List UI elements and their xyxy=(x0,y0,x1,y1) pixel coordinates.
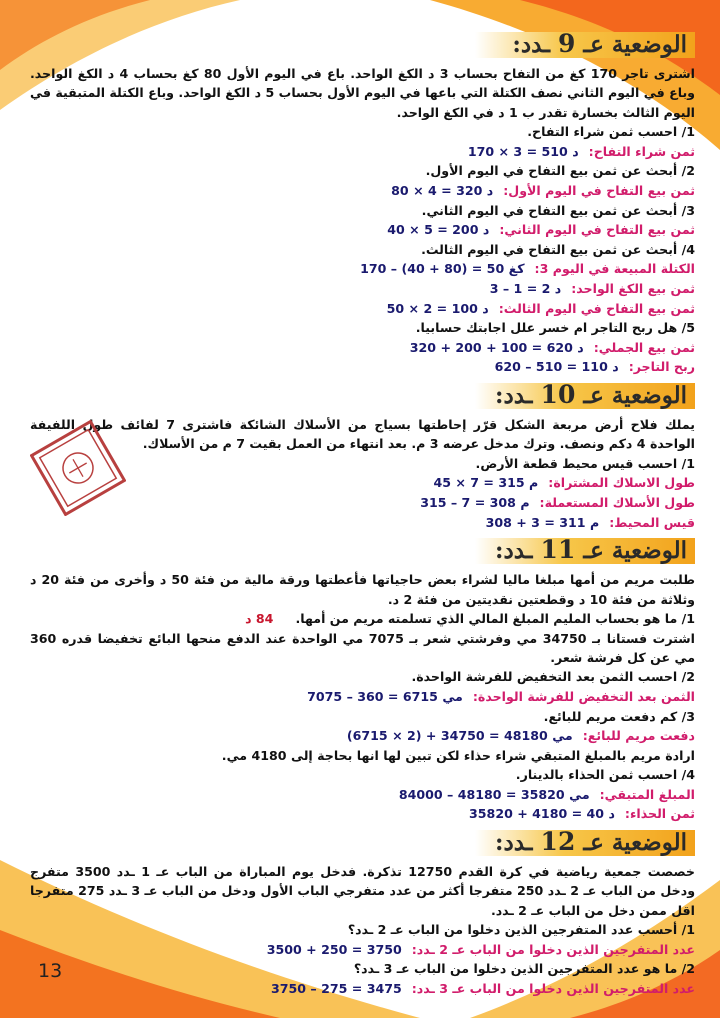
page-content xyxy=(30,26,695,999)
question: 4/ احسب ثمن الحذاء بالدينار. xyxy=(515,767,695,783)
answer-equation: 3750 – 275 = 3475 xyxy=(270,980,402,996)
section-header xyxy=(30,29,695,61)
section-title-suffix: ـدد: xyxy=(495,537,533,565)
answer-label: ثمن بيع التفاح في اليوم الثاني: xyxy=(499,222,695,238)
section-title-word: الوضعية عـ xyxy=(583,828,687,856)
answer-label: ثمن شراء التفاح: xyxy=(588,143,695,159)
question: 1/ أحسب عدد المتفرجين الذين دخلوا من الباب عـ 2 ـدد؟ xyxy=(347,922,695,938)
question: 2/ أبحث عن ثمن بيع التفاح في اليوم الأول. xyxy=(425,163,695,179)
section-title-word: الوضعية عـ xyxy=(583,381,687,409)
answer-label: ربح التاجر: xyxy=(628,359,695,375)
answer-line xyxy=(30,493,695,513)
question: 3/ كم دفعت مريم للبائع. xyxy=(543,708,695,724)
question: 2/ احسب الثمن بعد التخفيض للفرشة الواحدة. xyxy=(411,669,695,685)
problem-statement: طلبت مريم من أمها مبلغا ماليا لشراء بعض حاجياتها فأعطتها ورقة مالية من فئة 50 د وأخرى من فئة 20 د وثلاثة من فئة 10 د وقطعتين نقديتين من فئة 2 د. xyxy=(30,572,695,607)
answer-equation: 50 × 2 = 100 د xyxy=(386,300,489,316)
question: 4/ أبحث عن ثمن بيع التفاح في اليوم الثالث. xyxy=(421,241,695,257)
answer-equation: 620 – 510 = 110 د xyxy=(494,359,619,375)
answer-label: ثمن بيع الكغ الواحد: xyxy=(571,280,695,296)
answer-line xyxy=(30,259,695,279)
answer-equation: 3500 + 250 = 3750 xyxy=(266,941,402,957)
answer-label: عدد المتفرجين الذين دخلوا من الباب عـ 2 ـدد: xyxy=(411,941,695,957)
answer-label: قيس المحيط: xyxy=(609,514,695,530)
answer-line xyxy=(30,940,695,960)
answer-line xyxy=(30,338,695,358)
answer-line xyxy=(30,804,695,824)
section-title-suffix: ـدد: xyxy=(512,31,550,58)
problem-statement: اشترت فستانا بـ 34750 مي وفرشتي شعر بـ 7075 مي الواحدة عند الدفع منحها البائع تخفيضا قدره 360 مي عن كل فرشة شعر. xyxy=(30,630,695,665)
problem-statement: يملك فلاح أرض مربعة الشكل قرّر إحاطتها بسياج من الأسلاك الشائكة فاشترى 7 لفائف طول اللفيفة الواحدة 4 دكم ونصف. وترك مدخل عرضه 3 م. بعد انتهاء من العمل بقيت 7 م من الأسلاك. xyxy=(30,416,695,452)
answer-equation: 45 × 7 = 315 م xyxy=(433,475,539,491)
answer-equation: 40 × 5 = 200 د xyxy=(387,222,490,238)
answer-label: طول الاسلاك المشتراة: xyxy=(548,475,695,491)
section-title-word: الوضعية عـ xyxy=(583,31,687,58)
answer-line xyxy=(30,279,695,299)
answer-equation: 170 – (40 + 80) = 50 كغ xyxy=(360,261,525,277)
problem-statement: اشترى تاجر 170 كغ من التفاح بحساب 3 د الكغ الواحد. باع في اليوم الأول 80 كغ بحساب 4 د الكغ الواحد. وباع في اليوم الثاني نصف الكتلة التي باعها في اليوم الأول بحساب 5 د الكغ الواحد. وباع الكتلة المتبقية في اليوم الثالث بخسارة تقدر ب 1 د في الكغ الواحد. xyxy=(30,66,696,120)
answer-line xyxy=(30,220,695,240)
answer-line xyxy=(30,513,695,533)
section-title xyxy=(495,827,687,856)
answer-equation: 84000 – 48180 = 35820 مي xyxy=(398,786,590,802)
answer-equation: 35820 + 4180 = 40 د xyxy=(469,806,615,822)
question: 5/ هل ربح التاجر ام خسر علل اجابتك حسابيا. xyxy=(415,320,695,336)
question: 2/ ما هو عدد المتفرجين الذين دخلوا من الباب عـ 3 ـدد؟ xyxy=(353,961,695,977)
answer-label: المبلغ المتبقي: xyxy=(599,786,695,802)
answer-label: الثمن بعد التخفيض للفرشة الواحدة: xyxy=(472,688,695,704)
answer-equation: (6715 × 2) + 34750 = 48180 مي xyxy=(346,728,573,744)
answer-label: ثمن بيع التفاح في اليوم الأول: xyxy=(503,183,695,198)
answer-line xyxy=(30,726,695,746)
section-title-word: الوضعية عـ xyxy=(583,537,687,565)
question: 3/ أبحث عن ثمن بيع التفاح في اليوم الثاني. xyxy=(421,202,695,218)
answer-equation: 315 – 7 = 308 م xyxy=(420,494,530,510)
answer-equation: 80 × 4 = 320 د xyxy=(391,183,494,198)
answer-label: دفعت مريم للبائع: xyxy=(582,728,695,744)
page-number: 13 xyxy=(38,960,63,982)
section-title xyxy=(512,29,687,58)
answer-line xyxy=(30,181,695,201)
problem-statement: خصصت جمعية رياضية في كرة القدم 12750 تذكرة. فدخل يوم المباراة من الباب عـ 1 ـدد 3500 متفرج ودخل من الباب عـ 2 ـدد 250 متفرجا أكثر من عدد متفرجي الباب الأول ودخل من الباب عـ 3 ـدد 275 متفرجا اقل ممن دخل من الباب عـ 2 ـدد. xyxy=(30,863,696,918)
answer-line xyxy=(30,785,695,805)
problem-statement: ارادة مريم بالمبلغ المتبقي شراء حذاء لكن تبين لها انها بحاجة إلى 4180 مي. xyxy=(221,747,695,763)
question-text: 1/ ما هو بحساب المليم المبلغ المالي الذي تسلمته مريم من أمها. xyxy=(295,610,695,626)
answer-line xyxy=(30,142,695,162)
section-number: 10 xyxy=(540,379,576,409)
answer-equation: 3 – 1 = 2 د xyxy=(489,280,562,296)
answer-label: طول الأسلاك المستعملة: xyxy=(539,494,695,510)
answer-label: الكتلة المبيعة في اليوم 3: xyxy=(534,261,695,277)
stamp-icon xyxy=(30,420,126,516)
section-number: 11 xyxy=(540,535,576,565)
answer-equation: 7075 – 360 = 6715 مي xyxy=(307,688,463,704)
section-number: 9 xyxy=(557,29,576,58)
question: 1/ احسب ثمن شراء التفاح. xyxy=(527,124,695,140)
section-header xyxy=(30,380,695,412)
section-header xyxy=(30,535,695,567)
answer-label: ثمن بيع الجملي: xyxy=(593,339,695,355)
answer-label: عدد المتفرجين الذين دخلوا من الباب عـ 3 ـدد: xyxy=(411,980,695,996)
answer-equation: 320 + 200 + 100 = 620 د xyxy=(409,339,584,355)
answer-label: ثمن بيع التفاح في اليوم الثالث: xyxy=(498,300,695,316)
answer-equation: 308 + 3 = 311 م xyxy=(485,514,600,530)
answer-line xyxy=(30,357,695,377)
section-number: 12 xyxy=(540,826,576,856)
section-title xyxy=(495,535,687,564)
answer-label: ثمن الحذاء: xyxy=(624,806,695,822)
answer-value: 84 د xyxy=(245,610,274,626)
answer-line xyxy=(30,473,695,493)
answer-equation: 170 × 3 = 510 د xyxy=(467,143,579,159)
section-header xyxy=(30,827,695,859)
answer-line xyxy=(30,979,695,999)
section-title xyxy=(495,380,687,409)
question: 1/ احسب قيس محيط قطعة الأرض. xyxy=(475,455,695,471)
section-title-suffix: ـدد: xyxy=(495,381,533,409)
question xyxy=(30,609,695,629)
answer-line xyxy=(30,687,695,707)
answer-line xyxy=(30,299,695,319)
section-title-suffix: ـدد: xyxy=(495,828,533,856)
